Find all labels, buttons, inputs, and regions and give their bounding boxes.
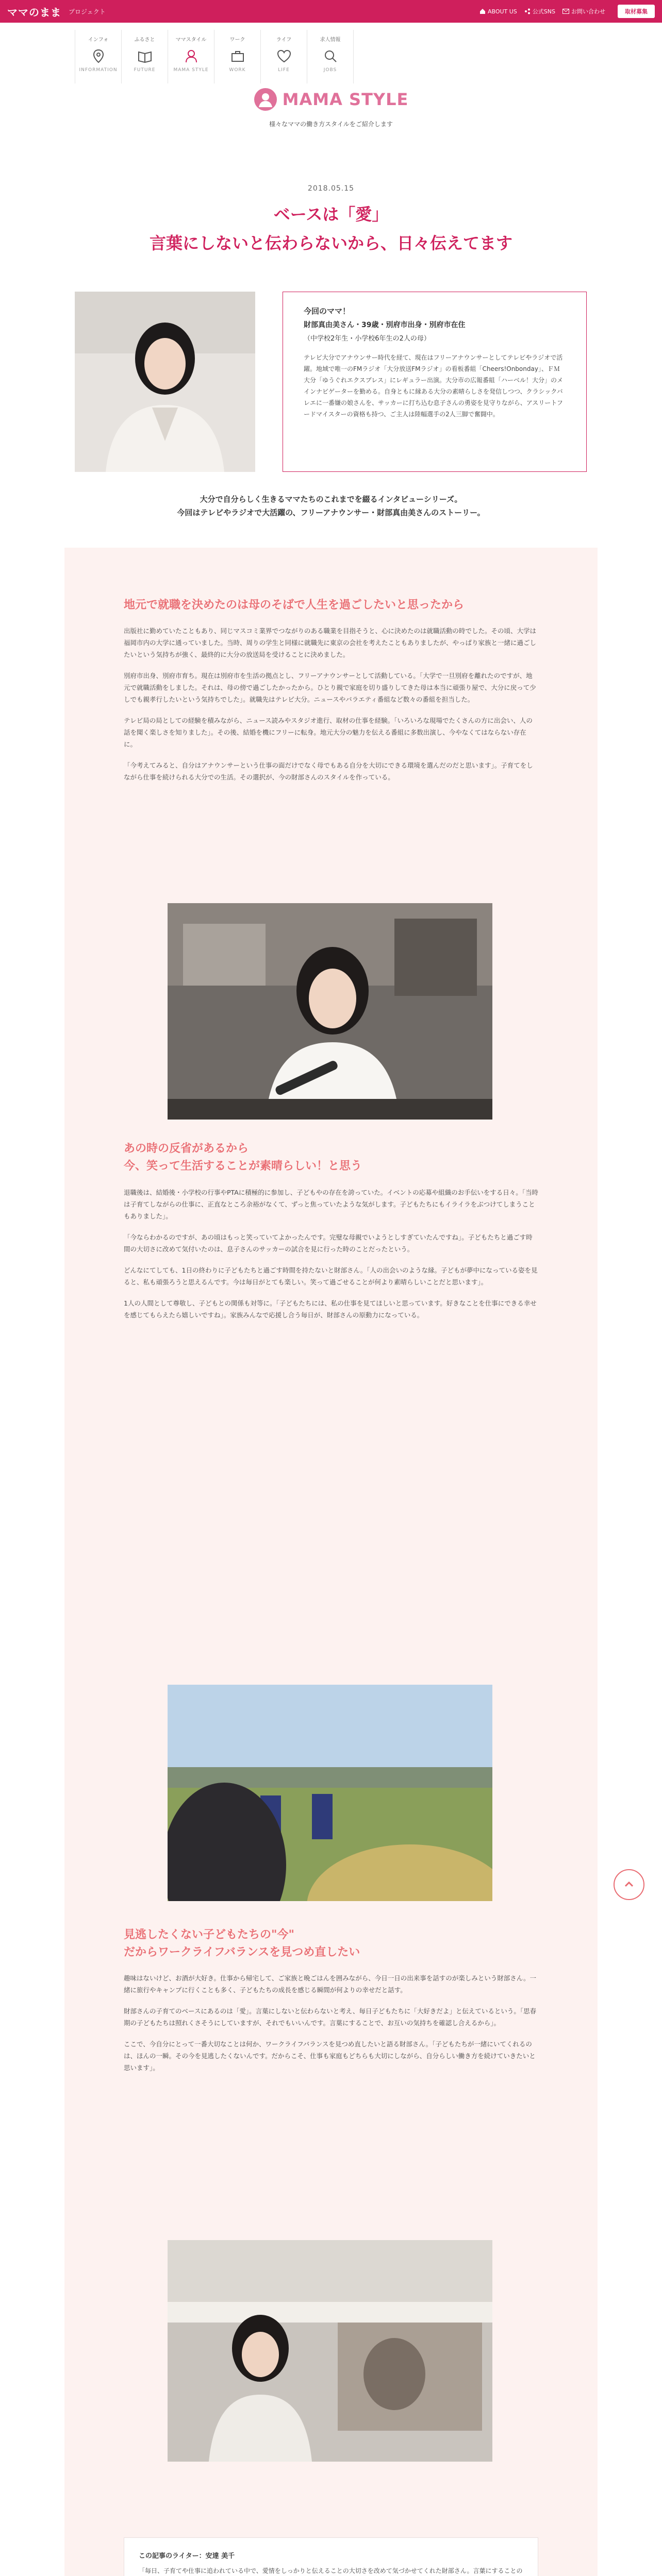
brand-mark xyxy=(254,88,409,111)
top-link-sns[interactable]: 公式SNS xyxy=(524,7,555,15)
scroll-top-button[interactable] xyxy=(614,1869,644,1900)
profile-bio: テレビ大分でアナウンサー時代を経て、現在はフリーアナウンサーとしてテレビやラジオで活躍。地域で唯一のFMラジオ「大分放送FMラジオ」の看板番組「Cheers!Onbonday」、ＦＭ大分「ゆうぐれエクスプレス」にレギュラー出演。大分市の広報番組「ハーベル！大分」のメインナビゲーターを勤める。自身ともに縁ある大分の素晴らしさを発信しつつ、クラシックバレエに一番嫌の娘さんを、サッカーに打ち込む息子さんの勇姿を見守りながら、アスリートフードマイスターの資格も持つ、ご主人は陸幅選手の2人三脚で奮闘中。 xyxy=(304,354,564,418)
top-link-about[interactable]: ABOUT US xyxy=(479,8,517,15)
article-headline: ベースは「愛」 言葉にしないと伝わらないから、日々伝えてます xyxy=(149,205,512,253)
nav-item-mama-style[interactable]: ママスタイル MAMA STYLE xyxy=(168,30,214,83)
recruit-button[interactable]: 取材募集 xyxy=(618,5,655,18)
pin-icon xyxy=(90,48,107,64)
top-links xyxy=(479,5,655,18)
section3-text: 趣味はないけど、お酒が大好き。仕事から帰宅して、ご家族と晩ごはんを囲みながら、今日一日の出来事を話すのが楽しみという財部さん。一緒に旅行やキャンプに行くことも多く、子どもたちの成長を感じる瞬間が何よりの幸せだと話す。 財部さんの子育てのベースにあるのは「愛」。言葉にしないと伝わらないと考え、毎日子どもたちに「大好きだよ」と伝えているという。「思春期の子どもたちは照れくさそうにしていますが、それでもいいんです。言葉にすることで、お互いの気持ちを確認し合えるから」。 ここで、今自分にとって一番大切なことは何か、ワークライフバランスを見つめ直したいと語る財部さん。「子どもたちが一緒にいてくれるのは、ほんの一瞬。その今を見逃したくないんです。だからこそ、仕事も家庭もどちらも大切にしながら、自分らしい働き方を続けていきたいと思います」。 xyxy=(124,1974,537,2072)
mama-icon xyxy=(183,48,200,64)
work-icon xyxy=(229,48,246,64)
hero-photo xyxy=(75,292,255,472)
heart-icon xyxy=(276,48,292,64)
article-date: 2018.05.15 xyxy=(307,184,355,193)
chevron-up-icon xyxy=(623,1878,635,1891)
nav-item-future[interactable]: ふるさと FUTURE xyxy=(122,30,168,83)
mail-icon xyxy=(562,9,569,14)
global-nav xyxy=(75,30,354,83)
mama-logo-icon xyxy=(254,88,277,111)
brand-name: MAMA STYLE xyxy=(282,90,409,109)
photo-event xyxy=(168,2240,492,2462)
site-logo-sub: プロジェクト xyxy=(69,8,106,15)
article-intro: 大分で自分らしく生きるママたちのこれまでを綴るインタビューシリーズ。 今回はテレビやラジオで大活躍の、フリーアナウンサー・財部真由美さんのストーリー。 xyxy=(177,495,485,517)
article-body xyxy=(64,548,598,2576)
section2-heading: あの時の反省があるから 今、笑って生活することが素晴らしい！と思う xyxy=(124,1142,362,1173)
section-brand xyxy=(0,88,662,128)
home-icon xyxy=(479,8,486,14)
section2-text: 退職後は、結婚後・小学校の行事やPTAに積極的に参加し、子どもやの存在を誇っていた。イベントの応募や組織のお手伝いをする日々。「当時は子育てしながらの仕事に、正直なところ余裕がなくて、ずっと焦っていたような気がします。子どもたちにもイライラをぶつけてしまうこともありました」。 「今ならわかるのですが、あの頃はもっと笑っていてよかったんです。完璧な母親でいようとしすぎていたんですね」。子どもたちと過ごす時間の大切さに改めて気付いたのは、息子さんのサッカーの試合を見に行った時のことだったという。 どんなにてしても、1日の終わりに子どもたちと過ごす時間を持たないと財部さん。「人の出会いのような縁。子どもが夢中になっている姿を見ると、私も頑張ろうと思えるんです。今は毎日がとても楽しい。笑って過ごせることが何より素晴らしいことだと思います」。 1人の人間として尊敬し、子どもとの関係も対等に。「子どもたちには、私の仕事を見てほしいと思っています。好きなことを仕事にできる幸せを感じてもらえたら嬉しいですね」。家族みんなで応援し合う毎日が、財部さんの原動力になっている。 xyxy=(124,1189,539,1319)
writer-text: 「毎日、子育てや仕事に追われている中で、愛情をしっかりと伝えることの大切さを改めて気づかせてくれた財部さん。言葉にすることの xyxy=(139,2567,523,2574)
nav-item-information[interactable]: インフォ INFORMATION xyxy=(75,30,122,83)
photo-soccer xyxy=(168,1685,492,1901)
section1-heading: 地元で就職を決めたのは母のそばで人生を過ごしたいと思ったから xyxy=(124,599,465,612)
top-bar xyxy=(0,0,662,23)
site-logo[interactable]: ママのまま xyxy=(7,6,61,19)
photo-studio xyxy=(168,903,492,1120)
writer-box xyxy=(124,2537,538,2576)
profile-name: 財部真由美さん・39歳・別府市出身・別府市在住 xyxy=(304,321,466,329)
profile-label: 今回のママ！ xyxy=(304,307,351,316)
share-icon xyxy=(524,8,531,14)
section1-text: 出版社に勤めていたこともあり、同じマスコミ業界でつながりのある職業を目指そうと、心に決めたのは就職活動の時でした。その頃、大学は福岡市内の大学に通っていました。当時、周りの学生と同様に就職先に東京の会社を考えたこともありましたが、やっぱり家族と一緒に過ごしたいという気持ちが強く、最終的に大分の放送局を受けることに決めました。 別府市出身、別府市育ち。現在は別府市を生活の拠点とし、フリーアナウンサーとして活動している。「大学で一旦別府を離れたのですが、地元で就職活動をしました。それは、母の傍で過ごしたかったから。ひとり親で家庭を切り盛りしてきた母は本当に頑張り屋で、大分に戻って少しでも親孝行したいという気持ちでした」。就職先はテレビ大分。ニュースやバラエティ番組など数々の番組を担当した。 テレビ局の局としての経験を積みながら、ニュース読みやスタジオ進行、取材の仕事を経験。「いろいろな現場でたくさんの方に出会い、人の話を聞く楽しさを知りました」。その後、結婚を機にフリーに転身。地元大分の魅力を伝える番組に多数出演し、今やなくてはならない存在に。 「今考えてみると、自分はアナウンサーという仕事の面だけでなく母でもある自分を大切にできる環境を選んだのだと思います」。子育てをしながら仕事を続けられる大分での生活。その選択が、今の財部さんのスタイルを作っている。 xyxy=(124,627,537,781)
section3-heading: 見逃したくない子どもたちの"今" だからワークライフバランスを見つめ直したい xyxy=(124,1928,360,1959)
nav-item-work[interactable]: ワーク WORK xyxy=(214,30,261,83)
nav-item-life[interactable]: ライフ LIFE xyxy=(261,30,307,83)
profile-kids: （中学校2年生・小学校6年生の2人の母） xyxy=(304,335,431,343)
brand-tagline: 様々なママの働き方スタイルをご紹介します xyxy=(269,121,393,128)
book-icon xyxy=(137,48,153,64)
job-icon xyxy=(322,48,339,64)
nav-item-jobs[interactable]: 求人情報 JOBS xyxy=(307,30,354,83)
writer-title: この記事のライター：安達 美千 xyxy=(139,2552,235,2560)
profile-box xyxy=(283,292,587,472)
top-link-contact[interactable]: お問い合わせ xyxy=(562,7,605,15)
